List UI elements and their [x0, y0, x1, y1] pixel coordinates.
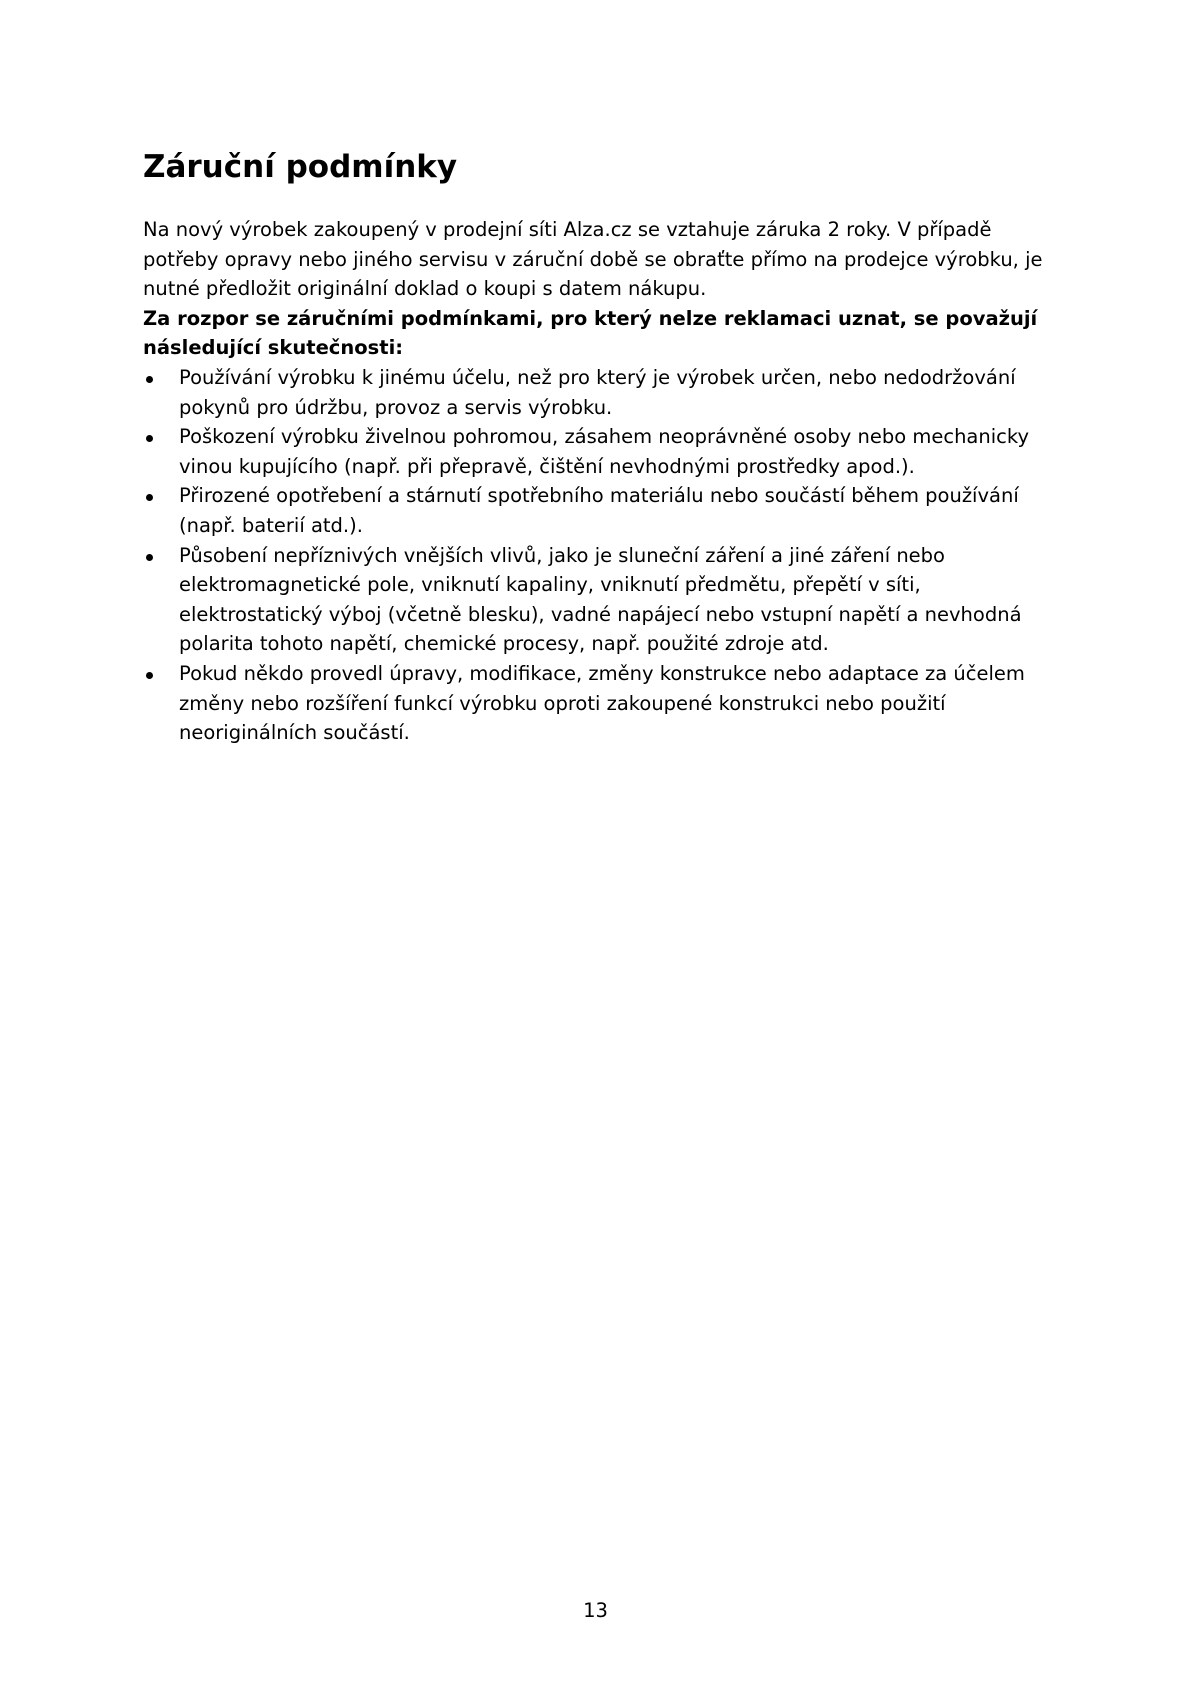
list-item: [143, 659, 1063, 748]
list-item-line: elektromagnetické pole, vniknutí kapaliny, vniknutí předmětu, přepětí v síti,: [179, 573, 921, 597]
conditions-heading-line: následující skutečnosti:: [143, 336, 404, 360]
list-item-line: neoriginálních součástí.: [179, 721, 410, 745]
list-item-line: (např. baterií atd.).: [179, 513, 363, 537]
list-item: [143, 481, 1063, 540]
intro-line: Na nový výrobek zakoupený v prodejní síti Alza.cz se vztahuje záruka 2 roky. V případě: [143, 218, 992, 241]
list-item-line: Působení nepříznivých vnějších vlivů, jako je sluneční záření a jiné záření nebo: [179, 543, 945, 567]
list-item-line: Pokud někdo provedl úpravy, modifikace, změny konstrukce nebo adaptace za účelem: [179, 661, 1025, 685]
intro-line: nutné předložit originální doklad o koupi s datem nákupu.: [143, 277, 707, 301]
list-item: [143, 541, 1063, 659]
list-item-line: elektrostatický výboj (včetně blesku), vadné napájecí nebo vstupní napětí a nevhodná: [179, 602, 1022, 626]
list-item-line: Přirozené opotřebení a stárnutí spotřebního materiálu nebo součástí během používání: [179, 484, 1019, 508]
list-item-line: změny nebo rozšíření funkcí výrobku oproti zakoupené konstrukci nebo použití: [179, 691, 946, 715]
page-number: 13: [583, 1599, 608, 1622]
list-item: [143, 363, 1063, 422]
list-item-line: vinou kupujícího (např. při přepravě, čištění nevhodnými prostředky apod.).: [179, 454, 915, 478]
conditions-heading: [143, 304, 1063, 363]
page-title: Záruční podmínky: [143, 149, 458, 185]
warranty-text: [143, 215, 1063, 748]
intro-line: potřeby opravy nebo jiného servisu v záruční době se obraťte přímo na prodejce výrobku, je: [143, 247, 1043, 271]
conditions-heading-line: Za rozpor se záručními podmínkami, pro který nelze reklamaci uznat, se považují: [143, 306, 1038, 330]
conditions-list: [143, 363, 1063, 748]
list-item-line: Používání výrobku k jinému účelu, než pro který je výrobek určen, nebo nedodržování: [179, 365, 1016, 389]
list-item-line: polarita tohoto napětí, chemické procesy, např. použité zdroje atd.: [179, 632, 829, 656]
list-item-line: Poškození výrobku živelnou pohromou, zásahem neoprávněné osoby nebo mechanicky: [179, 425, 1030, 449]
intro-paragraph: [143, 215, 1063, 304]
list-item-line: pokynů pro údržbu, provoz a servis výrobku.: [179, 395, 613, 419]
list-item: [143, 422, 1063, 481]
